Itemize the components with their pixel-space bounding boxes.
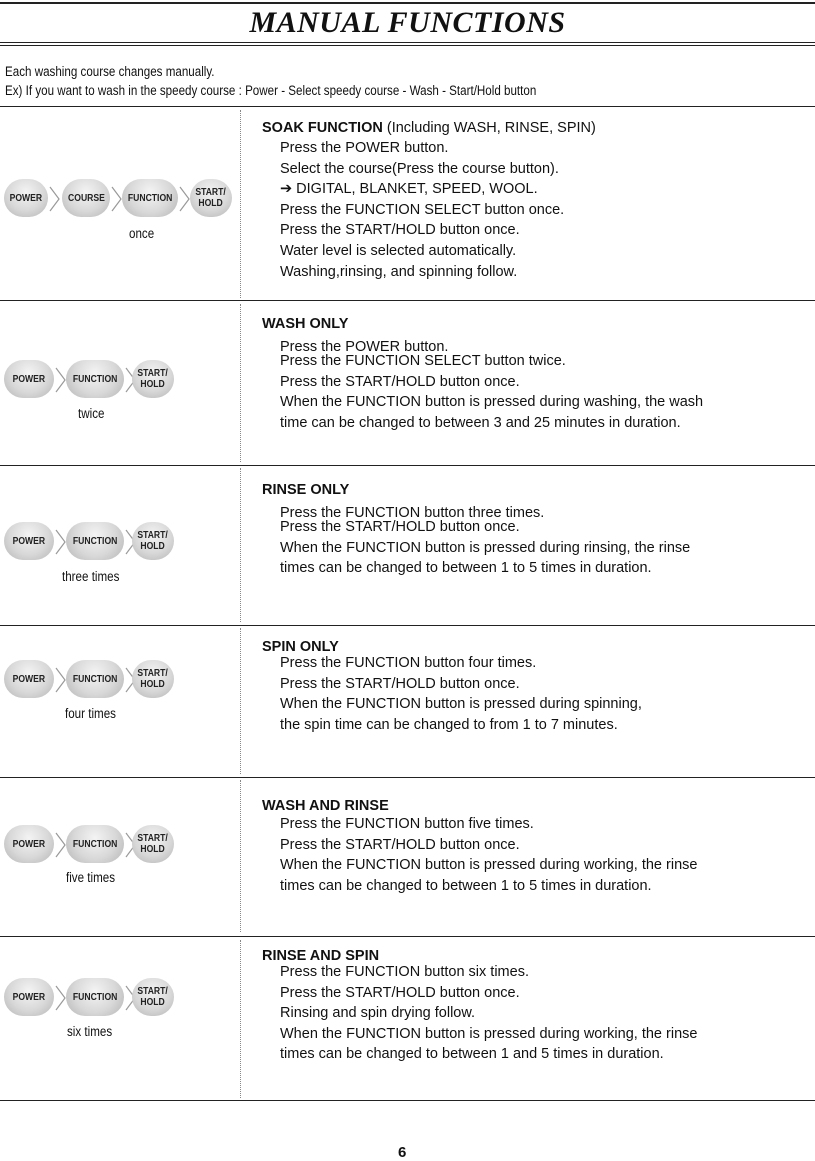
button-sequence — [4, 179, 240, 219]
button-sequence — [4, 978, 179, 1018]
column-divider — [240, 468, 241, 622]
button-sequence — [4, 825, 179, 865]
instruction-line: Press the FUNCTION button six times. — [280, 964, 529, 980]
section-rule — [0, 1100, 815, 1101]
instruction-line: Washing,rinsing, and spinning follow. — [280, 263, 518, 280]
column-divider — [240, 628, 241, 774]
section-heading: WASH AND RINSE — [262, 798, 389, 814]
power-button: POWER — [4, 978, 54, 1016]
section-heading: RINSE AND SPIN — [262, 948, 380, 964]
press-count-caption: five times — [66, 870, 116, 885]
instruction-list — [280, 653, 642, 735]
page-number: 6 — [398, 1144, 407, 1161]
column-divider — [240, 940, 241, 1098]
instruction-list — [280, 337, 703, 433]
section-rule — [0, 625, 815, 626]
instruction-line: time can be changed to between 3 and 25 minutes in duration. — [280, 414, 681, 431]
press-count-caption: six times — [67, 1024, 113, 1039]
function-button: FUNCTION — [66, 522, 124, 560]
section-rule — [0, 777, 815, 778]
instruction-line: the spin time can be changed to from 1 to 7 minutes. — [280, 716, 618, 733]
instruction-line: When the FUNCTION button is pressed during working, the rinse — [280, 857, 698, 874]
press-count-caption: once — [129, 226, 155, 241]
column-divider — [240, 304, 241, 462]
press-count-caption: four times — [65, 706, 116, 721]
press-count-caption: twice — [78, 406, 105, 421]
instruction-line: Press the START/HOLD button once. — [280, 836, 520, 853]
start-hold-button: START/ HOLD — [132, 522, 174, 560]
instruction-line: When the FUNCTION button is pressed during rinsing, the rinse — [280, 539, 691, 556]
power-button: POWER — [4, 522, 54, 560]
section-heading: SPIN ONLY — [262, 639, 339, 655]
title-rule-1 — [0, 42, 815, 43]
intro-line-2: Ex) If you want to wash in the speedy course : Power - Select speedy course - Wash - Start/Hold button — [5, 83, 537, 98]
instruction-line: Press the FUNCTION button three times. — [280, 505, 545, 521]
instruction-line: Press the FUNCTION button four times. — [280, 655, 537, 671]
instruction-line: Press the FUNCTION SELECT button once. — [280, 201, 565, 218]
instruction-line: When the FUNCTION button is pressed during washing, the wash — [280, 394, 704, 411]
instruction-line: Water level is selected automatically. — [280, 242, 517, 259]
instruction-line: times can be changed to between 1 to 5 times in duration. — [280, 560, 652, 577]
instruction-line: times can be changed to between 1 to 5 times in duration. — [280, 877, 652, 894]
button-sequence — [4, 660, 179, 700]
instruction-list — [280, 962, 697, 1065]
instruction-line: When the FUNCTION button is pressed during spinning, — [280, 696, 642, 713]
instruction-line: times can be changed to between 1 and 5 times in duration. — [280, 1046, 664, 1063]
start-hold-button: START/ HOLD — [132, 825, 174, 863]
function-button: FUNCTION — [66, 978, 124, 1016]
power-button: POWER — [4, 825, 54, 863]
column-divider — [240, 780, 241, 932]
function-button: FUNCTION — [66, 360, 124, 398]
instruction-list — [280, 138, 564, 282]
instruction-line: When the FUNCTION button is pressed during working, the rinse — [280, 1025, 698, 1042]
course-button: COURSE — [62, 179, 110, 217]
power-button: POWER — [4, 360, 54, 398]
press-count-caption: three times — [62, 569, 120, 584]
instruction-list — [280, 814, 697, 896]
instruction-line: Rinsing and spin drying follow. — [280, 1005, 476, 1022]
page-title: MANUAL FUNCTIONS — [249, 6, 566, 39]
instruction-line: Press the POWER button. — [280, 339, 449, 355]
instruction-line: Press the START/HOLD button once. — [280, 519, 520, 535]
section-rule — [0, 465, 815, 466]
intro-line-1: Each washing course changes manually. — [5, 64, 215, 79]
start-hold-button: START/ HOLD — [190, 179, 232, 217]
function-button: FUNCTION — [66, 825, 124, 863]
instruction-line: Press the START/HOLD button once. — [280, 675, 520, 692]
section-rule — [0, 936, 815, 937]
section-rule — [0, 300, 815, 301]
start-hold-button: START/ HOLD — [132, 660, 174, 698]
start-hold-button: START/ HOLD — [132, 978, 174, 1016]
intro-rule — [0, 106, 815, 107]
column-divider — [240, 110, 241, 298]
instruction-line: Select the course(Press the course button). — [280, 160, 559, 177]
title-rule-2 — [0, 45, 815, 46]
top-rule — [0, 2, 815, 4]
section-heading: WASH ONLY — [262, 316, 349, 332]
function-button: FUNCTION — [122, 179, 178, 217]
instruction-line: Press the FUNCTION button five times. — [280, 816, 534, 832]
instruction-line: Press the FUNCTION SELECT button twice. — [280, 353, 566, 369]
function-button: FUNCTION — [66, 660, 124, 698]
button-sequence — [4, 360, 179, 400]
instruction-line: Press the POWER button. — [280, 140, 449, 156]
button-sequence — [4, 522, 179, 562]
power-button: POWER — [4, 660, 54, 698]
instruction-list — [280, 503, 690, 579]
start-hold-button: START/ HOLD — [132, 360, 174, 398]
instruction-line: Press the START/HOLD button once. — [280, 373, 520, 390]
power-button: POWER — [4, 179, 48, 217]
instruction-line: Press the START/HOLD button once. — [280, 222, 520, 239]
instruction-line: ➔ DIGITAL, BLANKET, SPEED, WOOL. — [280, 181, 538, 198]
chevron-right-icon — [49, 186, 61, 212]
section-heading: RINSE ONLY — [262, 482, 350, 498]
section-heading: SOAK FUNCTION (Including WASH, RINSE, SPIN) — [262, 120, 596, 136]
instruction-line: Press the START/HOLD button once. — [280, 984, 520, 1001]
